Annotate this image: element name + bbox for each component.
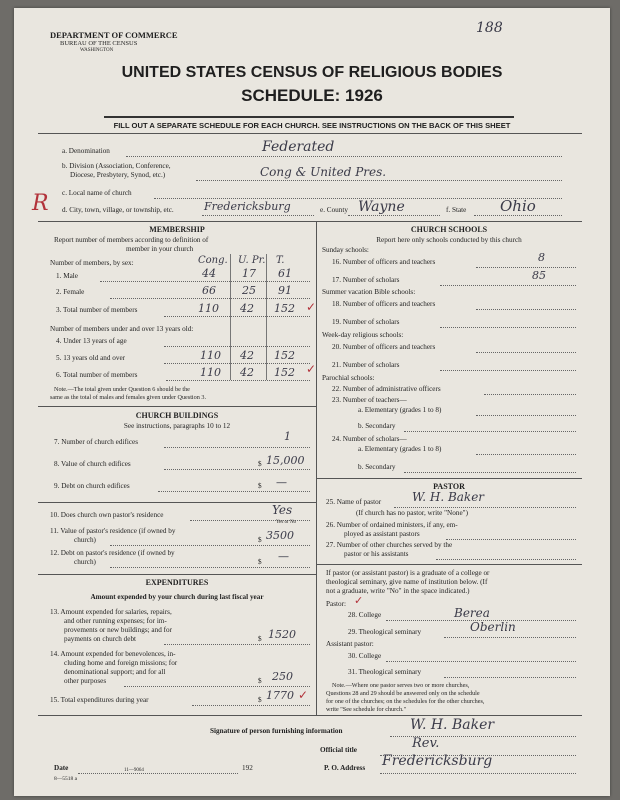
age-intro: Number of members under and over 13 years old: — [50, 325, 194, 333]
col-rule-1 — [230, 254, 231, 380]
pastor-note-4: write "See schedule for church." — [326, 706, 407, 713]
form-title: UNITED STATES CENSUS OF RELIGIOUS BODIES — [121, 64, 503, 81]
q9-dollar: $ — [258, 482, 262, 490]
q18-label: 18. Number of officers and teachers — [332, 300, 436, 308]
grid-top-rule — [38, 221, 582, 222]
col-head-cong: Cong. — [198, 255, 228, 266]
q13-line-3: provements or new buildings; and for — [64, 626, 172, 634]
q16-line — [476, 267, 576, 268]
q11-value[interactable]: 3500 — [266, 529, 294, 542]
q11-label-2: church) — [74, 536, 96, 544]
division-value[interactable]: Cong & United Pres. — [260, 165, 387, 179]
date-label: Date — [54, 764, 69, 772]
q22-label: 22. Number of administrative officers — [332, 385, 441, 393]
address-label: P. O. Address — [324, 764, 366, 772]
buildings-top-rule — [38, 406, 316, 407]
q9-label: 9. Debt on church edifices — [54, 482, 130, 490]
q27-label-2: pastor or his assistants — [344, 550, 409, 558]
q20-line — [476, 352, 576, 353]
q11-dollar: $ — [258, 536, 262, 544]
q23a-label: a. Elementary (grades 1 to 8) — [358, 406, 442, 414]
denomination-value[interactable]: Federated — [262, 139, 335, 155]
col-rule-2 — [266, 254, 267, 380]
female-line — [110, 298, 310, 299]
q20-label: 20. Number of officers and teachers — [332, 343, 436, 351]
male-label: 1. Male — [56, 272, 78, 280]
q7-value[interactable]: 1 — [284, 430, 291, 443]
pastor-heading: PASTOR — [433, 482, 465, 491]
q23b-label: b. Secondary — [358, 422, 396, 430]
q14-line — [124, 686, 310, 687]
division-line — [196, 180, 562, 181]
q9-value[interactable]: — — [276, 476, 287, 489]
male-line — [100, 281, 310, 282]
q8-dollar: $ — [258, 460, 262, 468]
q9-line — [158, 491, 310, 492]
instruction-line: FILL OUT A SEPARATE SCHEDULE FOR EACH CHURCH. SEE INSTRUCTIONS ON THE BACK OF THIS SHEET — [113, 121, 511, 130]
city-line — [202, 215, 314, 216]
margin-check-mark: R — [32, 191, 49, 216]
q29-line — [444, 637, 576, 638]
q15-value[interactable]: 1770 — [266, 689, 294, 702]
q10-label: 10. Does church own pastor's residence — [50, 511, 164, 519]
q26-label-2: ployed as assistant pastors — [344, 530, 420, 538]
pastor-sublabel: Pastor: — [326, 600, 346, 608]
buildings-sub: See instructions, paragraphs 10 to 12 — [123, 422, 231, 430]
form-subtitle: SCHEDULE: 1926 — [241, 86, 383, 105]
official-title-label: Official title — [320, 746, 357, 754]
denomination-label: a. Denomination — [62, 147, 110, 155]
q14-dollar: $ — [258, 677, 262, 685]
by-sex-label: Number of members, by sex: — [50, 259, 134, 267]
state-line — [474, 215, 562, 216]
q25-value[interactable]: W. H. Baker — [412, 490, 485, 504]
q19-line — [440, 327, 576, 328]
over13-total[interactable]: 152 — [274, 349, 295, 362]
q29-value[interactable]: Oberlin — [470, 620, 516, 634]
total6-upr[interactable]: 42 — [240, 366, 254, 379]
q11-line — [110, 545, 310, 546]
q21-label: 21. Number of scholars — [332, 361, 400, 369]
q29-label: 29. Theological seminary — [348, 628, 422, 636]
q28-label: 28. College — [348, 611, 382, 619]
male-upr[interactable]: 17 — [242, 267, 256, 280]
total-total[interactable]: 152 — [274, 302, 295, 315]
q11-label-1: 11. Value of pastor's residence (if owned by — [50, 527, 176, 535]
expenditures-top-rule — [38, 574, 316, 575]
q16-value[interactable]: 8 — [538, 251, 545, 264]
sunday-label: Sunday schools: — [322, 246, 369, 254]
schools-heading: CHURCH SCHOOLS — [410, 225, 488, 234]
q25-line — [394, 507, 576, 508]
q24-label: 24. Number of scholars— — [332, 435, 407, 443]
q8-value[interactable]: 15,000 — [266, 454, 305, 467]
q18-line — [476, 309, 576, 310]
division-label-2: Diocese, Presbytery, Synod, etc.) — [70, 171, 166, 179]
grad-intro-2: theological seminary, give name of institution below. (If — [326, 578, 488, 586]
center-divider — [316, 221, 317, 715]
q27-label-1: 27. Number of other churches served by the — [326, 541, 453, 549]
form-number: 8—5518 a — [54, 776, 78, 782]
signature-value[interactable]: W. H. Baker — [410, 717, 495, 733]
denomination-line — [126, 156, 562, 157]
q12-dollar: $ — [258, 558, 262, 566]
q13-line-4: payments on church debt — [64, 635, 137, 643]
q13-value[interactable]: 1520 — [268, 628, 296, 641]
pastor-note-2: Questions 28 and 29 should be answered only on the schedule — [326, 690, 480, 697]
female-label: 2. Female — [56, 288, 85, 296]
q28-value[interactable]: Berea — [454, 606, 490, 620]
q22-line — [484, 394, 576, 395]
q12-label-2: church) — [74, 558, 96, 566]
membership-intro-2: member in your church — [126, 245, 194, 253]
q31-label: 31. Theological seminary — [348, 668, 422, 676]
q21-line — [440, 370, 576, 371]
buildings-heading: CHURCH BUILDINGS — [135, 411, 219, 420]
female-cong[interactable]: 66 — [202, 284, 216, 297]
q23-label: 23. Number of teachers— — [332, 396, 407, 404]
q7-line — [164, 447, 310, 448]
summer-label: Summer vacation Bible schools: — [322, 288, 416, 296]
q13-line — [164, 644, 310, 645]
q13-line-2: and other running expenses; for im- — [64, 617, 167, 625]
county-value[interactable]: Wayne — [358, 199, 405, 215]
q30-line — [386, 661, 576, 662]
official-title-value[interactable]: Rev. — [412, 736, 440, 751]
date-line — [78, 773, 238, 774]
q24a-line — [476, 454, 576, 455]
over13-line — [164, 363, 310, 364]
col-head-total: T. — [276, 255, 285, 266]
q30-label: 30. College — [348, 652, 382, 660]
q24b-label: b. Secondary — [358, 463, 396, 471]
local-name-label: c. Local name of church — [62, 189, 132, 197]
total6-cong[interactable]: 110 — [200, 366, 221, 379]
city-value[interactable]: Fredericksburg — [204, 200, 291, 213]
membership-note-1: Note.—The total given under Question 6 should be the — [54, 386, 190, 393]
q26-line — [446, 539, 576, 540]
bureau-label: BUREAU OF THE CENSUS — [60, 40, 138, 47]
q14-line-3: denominational support; and for all — [64, 668, 166, 676]
county-line — [348, 215, 440, 216]
q14-line-4: other purposes — [64, 677, 107, 685]
male-total[interactable]: 61 — [278, 267, 292, 280]
city-label: d. City, town, village, or township, etc. — [62, 206, 174, 214]
membership-intro-1: Report number of members according to definition of — [54, 236, 209, 244]
total-check-icon: ✓ — [306, 300, 317, 314]
total-label: 3. Total number of members — [56, 306, 138, 314]
female-total[interactable]: 91 — [278, 284, 292, 297]
parochial-label: Parochial schools: — [322, 374, 375, 382]
q25-label: 25. Name of pastor — [326, 498, 382, 506]
census-schedule-sheet — [14, 8, 610, 796]
grad-intro-3: not a graduate, write "No" in the space indicated.) — [326, 587, 470, 595]
print-number: 11—9064 — [124, 768, 144, 773]
weekday-label: Week-day religious schools: — [322, 331, 404, 339]
q13-dollar: $ — [258, 635, 262, 643]
q12-line — [110, 567, 310, 568]
q16-label: 16. Number of officers and teachers — [332, 258, 436, 266]
q14-value[interactable]: 250 — [272, 670, 293, 683]
q15-label: 15. Total expenditures during year — [50, 696, 149, 704]
pastor-top-rule — [316, 478, 582, 479]
q17-line — [440, 285, 576, 286]
pastor-note-1: Note.—Where one pastor serves two or more churches, — [332, 682, 470, 689]
over13-upr[interactable]: 42 — [240, 349, 254, 362]
q24a-label: a. Elementary (grades 1 to 8) — [358, 445, 442, 453]
dept-label: DEPARTMENT OF COMMERCE — [50, 30, 178, 40]
q12-value[interactable]: — — [278, 550, 289, 563]
q27-line — [436, 559, 576, 560]
page-number: 188 — [476, 20, 503, 36]
total-line — [164, 316, 310, 317]
total6-total[interactable]: 152 — [274, 366, 295, 379]
q8-label: 8. Value of church edifices — [54, 460, 131, 468]
q31-line — [444, 677, 576, 678]
q23b-line — [404, 431, 576, 432]
q15-check-icon: ✓ — [298, 688, 309, 702]
expenditures-heading: EXPENDITURES — [145, 578, 209, 587]
q17-label: 17. Number of scholars — [332, 276, 400, 284]
grad-top-rule — [316, 564, 582, 565]
q8-line — [164, 469, 310, 470]
q25-hint: (If church has no pastor, write "None") — [356, 509, 468, 517]
col-head-upr: U. Pr. — [238, 255, 266, 266]
address-value[interactable]: Fredericksburg — [382, 753, 493, 769]
q26-label-1: 26. Number of ordained ministers, if any, em- — [326, 521, 458, 529]
total-cong[interactable]: 110 — [198, 302, 219, 315]
over13-label: 5. 13 years old and over — [56, 354, 126, 362]
total-upr[interactable]: 42 — [240, 302, 254, 315]
total6-label: 6. Total number of members — [56, 371, 138, 379]
q10-value[interactable]: Yes — [272, 503, 293, 517]
grad-intro-1: If pastor (or assistant pastor) is a graduate of a college or — [326, 569, 490, 577]
membership-note-2: same as the total of males and females given under Question 3. — [50, 394, 207, 401]
under13-line — [164, 346, 310, 347]
under13-label: 4. Under 13 years of age — [56, 337, 127, 345]
q14-line-1: 14. Amount expended for benevolences, in- — [50, 650, 176, 658]
total6-check-icon: ✓ — [306, 362, 317, 376]
male-cong[interactable]: 44 — [202, 267, 216, 280]
signature-label: Signature of person furnishing information — [210, 727, 343, 735]
q12-label-1: 12. Debt on pastor's residence (if owned by — [50, 549, 175, 557]
division-label-1: b. Division (Association, Conference, — [62, 162, 171, 170]
q10-hint: Yes or No — [276, 520, 297, 525]
q7-label: 7. Number of church edifices — [54, 438, 139, 446]
q24b-line — [404, 472, 576, 473]
q13-line-1: 13. Amount expended for salaries, repairs, — [50, 608, 172, 616]
pastor-check-icon: ✓ — [354, 595, 364, 607]
address-line — [380, 773, 576, 774]
q17-value[interactable]: 85 — [532, 269, 546, 282]
q14-line-2: cluding home and foreign missions; for — [64, 659, 178, 667]
grid-bottom-rule — [38, 715, 582, 716]
schools-intro: Report here only schools conducted by this church — [376, 236, 522, 244]
over13-cong[interactable]: 110 — [200, 349, 221, 362]
date-year: 192 — [242, 764, 253, 772]
membership-heading: MEMBERSHIP — [149, 225, 205, 234]
expenditures-intro: Amount expended by your church during last fiscal year — [90, 593, 264, 601]
q19-label: 19. Number of scholars — [332, 318, 400, 326]
total6-line — [166, 380, 310, 381]
city-label: WASHINGTON — [80, 48, 114, 53]
title-rule — [104, 116, 514, 118]
state-label: f. State — [446, 206, 467, 214]
female-upr[interactable]: 25 — [242, 284, 256, 297]
q15-line — [192, 705, 310, 706]
asst-sublabel: Assistant pastor: — [326, 640, 374, 648]
instruction-rule — [38, 133, 582, 134]
county-label: e. County — [320, 206, 348, 214]
q15-dollar: $ — [258, 696, 262, 704]
state-value[interactable]: Ohio — [500, 197, 536, 215]
pastor-note-3: for one of the churches; on the schedules for the other churches, — [326, 698, 485, 705]
q23a-line — [476, 415, 576, 416]
